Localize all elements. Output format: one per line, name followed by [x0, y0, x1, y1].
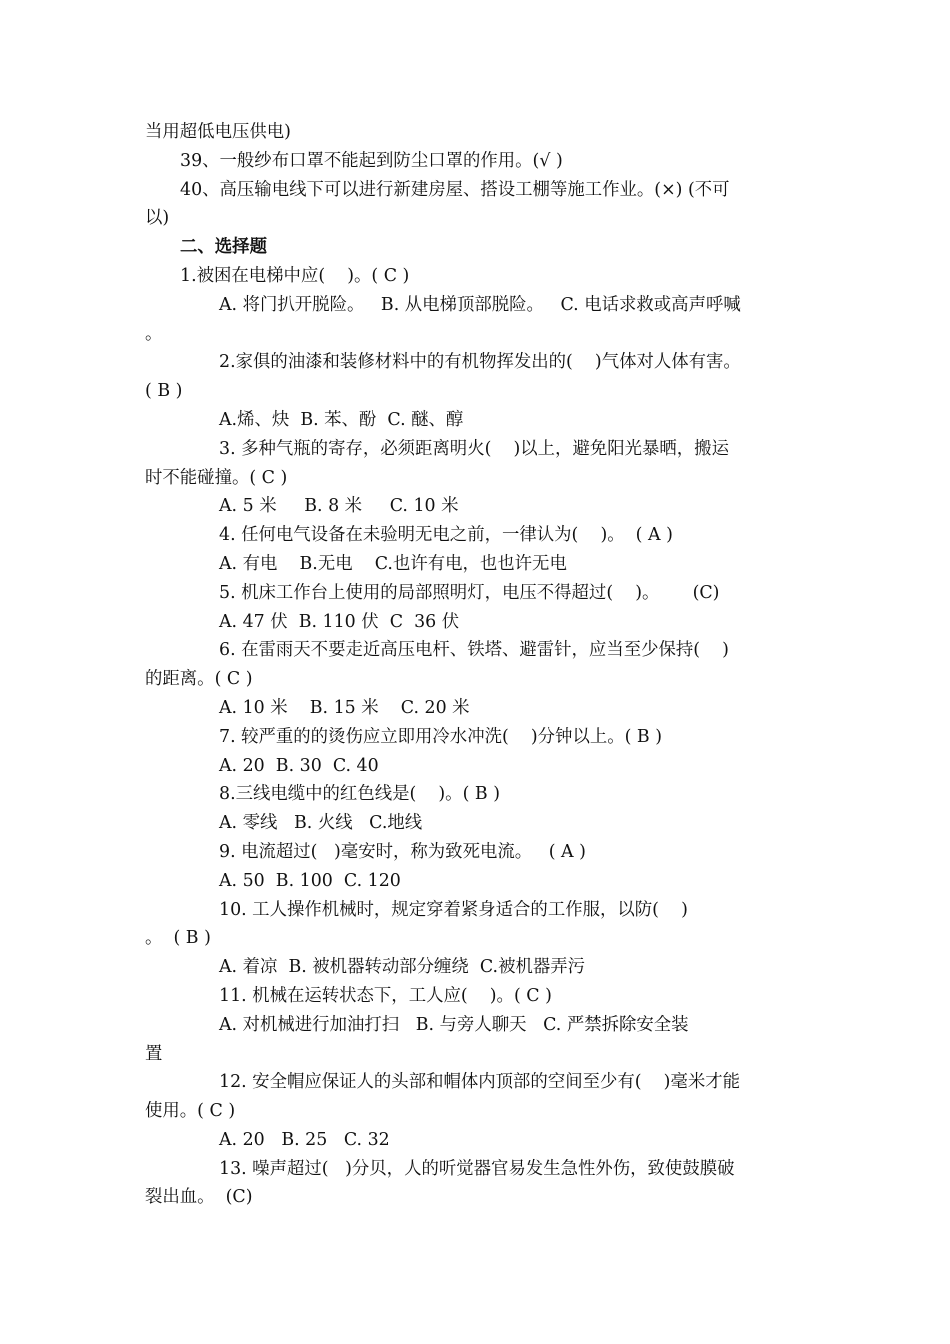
text-line: 的距离。( C )	[145, 669, 253, 690]
text-line: A. 5 米 B. 8 米 C. 10 米	[219, 496, 459, 517]
text-line: 8.三线电缆中的红色线是( )。( B )	[219, 784, 500, 805]
text-line: A. 有电 B.无电 C.也许有电，也也许无电	[219, 553, 567, 574]
text-line: 5. 机床工作台上使用的局部照明灯，电压不得超过( )。 (C)	[219, 582, 720, 603]
text-line: 裂出血。 (C)	[145, 1187, 253, 1208]
text-line: 13. 噪声超过( )分贝，人的听觉器官易发生急性外伤，致使鼓膜破	[219, 1158, 735, 1179]
text-line: A. 将门扒开脱险。 B. 从电梯顶部脱险。 C. 电话求救或高声呼喊	[219, 294, 741, 315]
text-line: A. 47 伏 B. 110 伏 C 36 伏	[219, 611, 460, 632]
text-line: 。	[145, 323, 163, 344]
text-line: 使用。( C )	[145, 1101, 236, 1122]
text-line: 2.家俱的油漆和装修材料中的有机物挥发出的( )气体对人体有害。	[219, 352, 741, 373]
text-line: 40、高压输电线下可以进行新建房屋、搭设工棚等施工作业。(×) (不可	[180, 179, 730, 200]
text-line: 1.被困在电梯中应( )。( C )	[180, 265, 410, 286]
text-line: A. 20 B. 25 C. 32	[219, 1129, 390, 1150]
text-line: 9. 电流超过( )毫安时，称为致死电流。 ( A )	[219, 841, 586, 862]
text-line: A. 10 米 B. 15 米 C. 20 米	[219, 697, 470, 718]
text-line: 12. 安全帽应保证人的头部和帽体内顶部的空间至少有( )毫米才能	[219, 1072, 741, 1093]
text-line: 以)	[145, 208, 170, 229]
text-line: 10. 工人操作机械时，规定穿着紧身适合的工作服，以防( )	[219, 899, 688, 920]
text-line: A. 对机械进行加油打扫 B. 与旁人聊天 C. 严禁拆除安全装	[219, 1014, 689, 1035]
text-line: 7. 较严重的的烫伤应立即用冷水冲洗( )分钟以上。( B )	[219, 726, 663, 747]
text-line: A. 20 B. 30 C. 40	[219, 755, 379, 776]
text-line: A. 着凉 B. 被机器转动部分缠绕 C.被机器弄污	[219, 957, 586, 978]
text-line: 11. 机械在运转状态下，工人应( )。( C )	[219, 985, 552, 1006]
text-line: 6. 在雷雨天不要走近高压电杆、铁塔、避雷针，应当至少保持( )	[219, 640, 729, 661]
text-line: A.烯、炔 B. 苯、酚 C. 醚、醇	[219, 409, 464, 430]
text-line: 39、一般纱布口罩不能起到防尘口罩的作用。(√ )	[180, 150, 563, 171]
text-line: 时不能碰撞。( C )	[145, 467, 288, 488]
text-line: A. 50 B. 100 C. 120	[219, 870, 401, 891]
text-line: 3. 多种气瓶的寄存，必须距离明火( )以上，避免阳光暴晒，搬运	[219, 438, 729, 459]
text-line: ( B )	[145, 381, 183, 402]
text-line: 4. 任何电气设备在未验明无电之前，一律认为( )。 ( A )	[219, 525, 673, 546]
text-line: 。 ( B )	[145, 928, 211, 949]
text-line: 当用超低电压供电)	[145, 122, 291, 142]
section-heading: 二、选择题	[180, 237, 267, 258]
text-line: A. 零线 B. 火线 C.地线	[219, 813, 423, 834]
document-body	[145, 118, 811, 1212]
text-line: 置	[145, 1043, 163, 1064]
